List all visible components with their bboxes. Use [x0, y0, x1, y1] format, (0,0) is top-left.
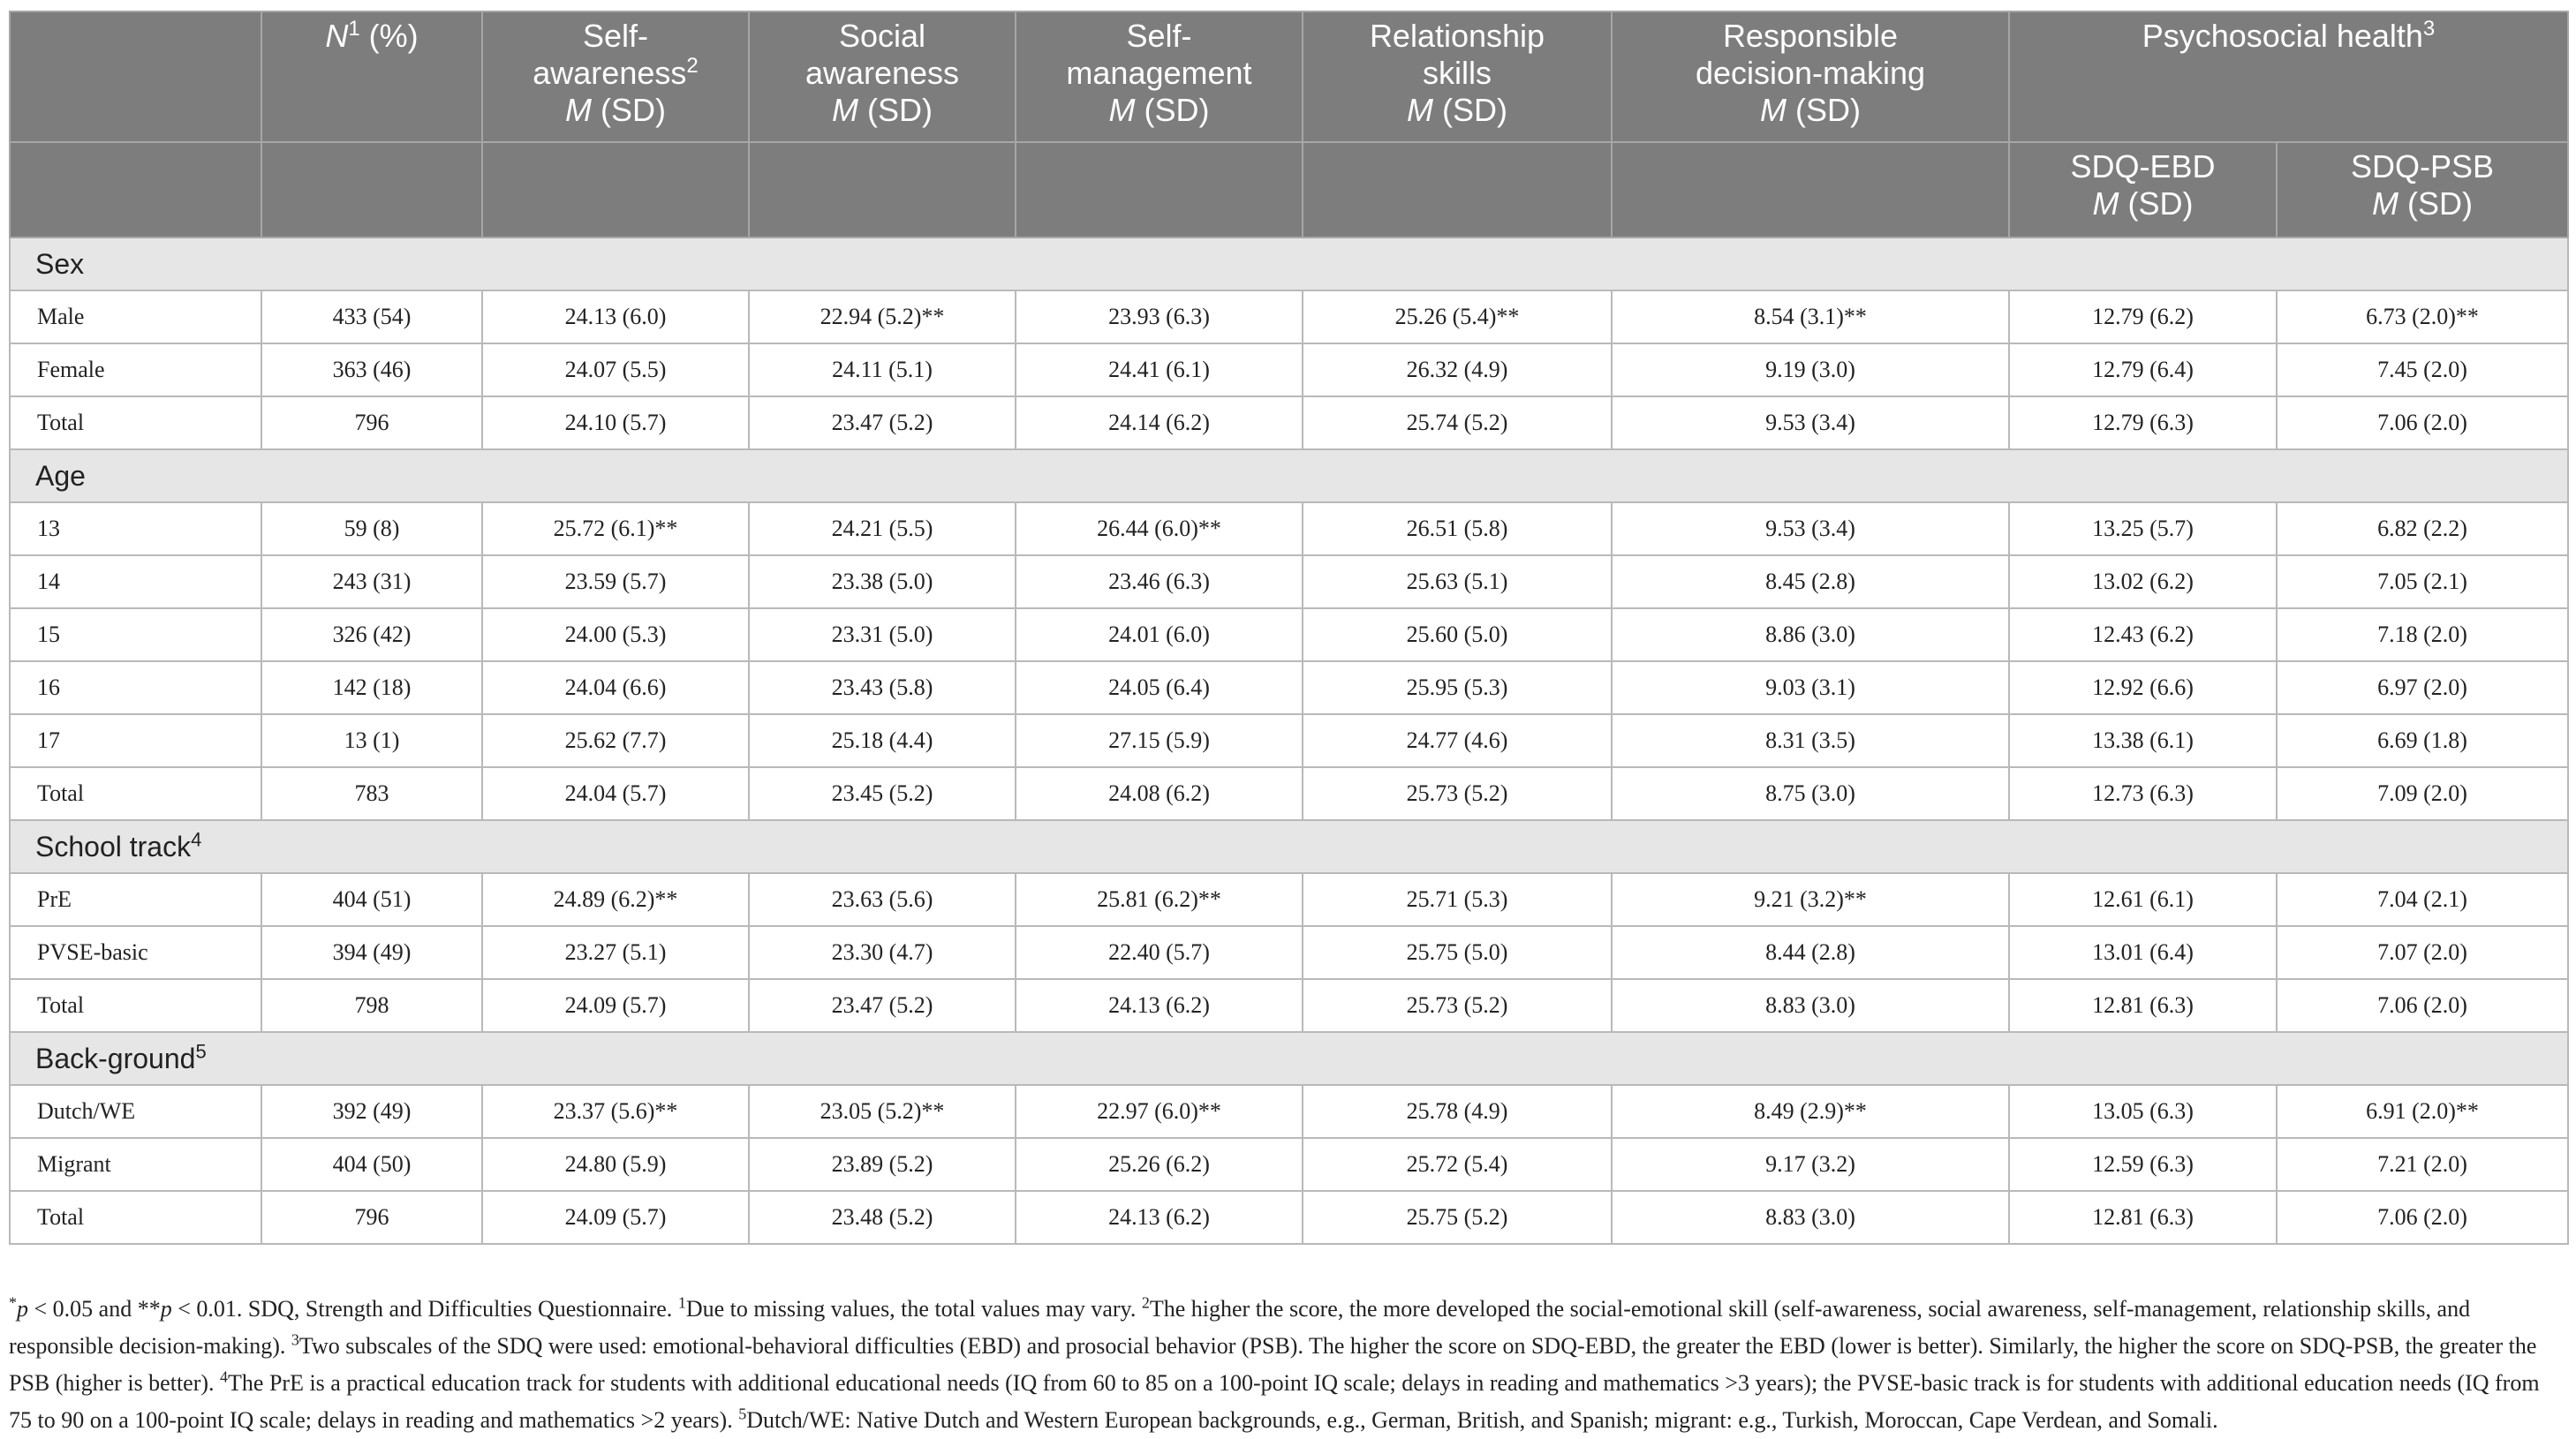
table-cell: 23.37 (5.6)** [482, 1085, 749, 1138]
table-cell: 13.25 (5.7) [2009, 502, 2277, 555]
row-label: Total [10, 767, 261, 820]
header-row [10, 11, 2568, 142]
table-cell: 24.04 (5.7) [482, 767, 749, 820]
table-cell: 404 (51) [261, 873, 482, 926]
table-cell: 25.75 (5.2) [1303, 1191, 1612, 1244]
table-cell: 23.47 (5.2) [749, 396, 1016, 449]
table-cell: 24.13 (6.0) [482, 290, 749, 343]
row-label: Total [10, 1191, 261, 1244]
table-cell: 25.62 (7.7) [482, 714, 749, 767]
table-cell: 24.13 (6.2) [1016, 1191, 1303, 1244]
table-cell: 9.03 (3.1) [1612, 661, 2009, 714]
table-row [10, 396, 2568, 449]
table-cell: 25.74 (5.2) [1303, 396, 1612, 449]
header-sdq-psb: SDQ-PSB M (SD) [2277, 142, 2568, 237]
header-self-management: Self- management M (SD) [1016, 11, 1303, 142]
table-cell: 24.04 (6.6) [482, 661, 749, 714]
table-cell: 12.79 (6.4) [2009, 343, 2277, 396]
table-cell: 23.59 (5.7) [482, 555, 749, 608]
table-cell: 26.51 (5.8) [1303, 502, 1612, 555]
table-cell: 13 (1) [261, 714, 482, 767]
table-cell: 6.91 (2.0)** [2277, 1085, 2568, 1138]
table-cell: 9.17 (3.2) [1612, 1138, 2009, 1191]
table-cell: 783 [261, 767, 482, 820]
table-cell: 25.26 (5.4)** [1303, 290, 1612, 343]
table-cell: 9.53 (3.4) [1612, 502, 2009, 555]
table-cell: 24.05 (6.4) [1016, 661, 1303, 714]
table-cell: 8.86 (3.0) [1612, 608, 2009, 661]
section-header-row [10, 237, 2568, 290]
table-row [10, 343, 2568, 396]
table-cell: 8.31 (3.5) [1612, 714, 2009, 767]
header-psychosocial-health: Psychosocial health$^3$ [2009, 11, 2568, 142]
table-cell: 363 (46) [261, 343, 482, 396]
table-cell: 796 [261, 1191, 482, 1244]
table-cell: 24.01 (6.0) [1016, 608, 1303, 661]
table-cell: 27.15 (5.9) [1016, 714, 1303, 767]
table-cell: 23.89 (5.2) [749, 1138, 1016, 1191]
row-label: Dutch/WE [10, 1085, 261, 1138]
row-label: 17 [10, 714, 261, 767]
table-cell: 8.54 (3.1)** [1612, 290, 2009, 343]
table-container [9, 11, 2567, 1245]
table-cell: 25.72 (5.4) [1303, 1138, 1612, 1191]
table-cell: 392 (49) [261, 1085, 482, 1138]
table-cell: 12.81 (6.3) [2009, 979, 2277, 1032]
section-header-row [10, 1032, 2568, 1085]
row-label: Male [10, 290, 261, 343]
table-cell: 25.18 (4.4) [749, 714, 1016, 767]
table-cell: 8.75 (3.0) [1612, 767, 2009, 820]
section-header-row [10, 449, 2568, 502]
table-cell: 24.80 (5.9) [482, 1138, 749, 1191]
table-cell: 6.82 (2.2) [2277, 502, 2568, 555]
table-row [10, 1085, 2568, 1138]
table-cell: 13.05 (6.3) [2009, 1085, 2277, 1138]
row-label: Total [10, 396, 261, 449]
table-cell: 23.45 (5.2) [749, 767, 1016, 820]
table-cell: 12.73 (6.3) [2009, 767, 2277, 820]
header-decision-making: Responsible decision-making M (SD) [1612, 11, 2009, 142]
table-cell: 23.31 (5.0) [749, 608, 1016, 661]
table-cell: 23.30 (4.7) [749, 926, 1016, 979]
table-cell: 7.45 (2.0) [2277, 343, 2568, 396]
table-cell: 142 (18) [261, 661, 482, 714]
table-cell: 243 (31) [261, 555, 482, 608]
table-cell: 12.61 (6.1) [2009, 873, 2277, 926]
table-cell: 24.09 (5.7) [482, 1191, 749, 1244]
table-cell: 24.13 (6.2) [1016, 979, 1303, 1032]
header-n: $N^1$ (%) [261, 11, 482, 142]
table-cell: 24.77 (4.6) [1303, 714, 1612, 767]
header-relationship-skills: Relationship skills M (SD) [1303, 11, 1612, 142]
table-row [10, 1138, 2568, 1191]
table-cell: 25.73 (5.2) [1303, 767, 1612, 820]
section-title: School track$^4$ [10, 820, 2568, 873]
results-table [9, 11, 2569, 1245]
row-label: PrE [10, 873, 261, 926]
section-title: Age [10, 449, 2568, 502]
table-cell: 394 (49) [261, 926, 482, 979]
table-cell: 25.95 (5.3) [1303, 661, 1612, 714]
table-row [10, 714, 2568, 767]
table-cell: 22.94 (5.2)** [749, 290, 1016, 343]
table-cell: 23.27 (5.1) [482, 926, 749, 979]
table-cell: 8.44 (2.8) [1612, 926, 2009, 979]
table-cell: 404 (50) [261, 1138, 482, 1191]
table-cell: 23.05 (5.2)** [749, 1085, 1016, 1138]
table-body [10, 237, 2568, 1244]
row-label: 14 [10, 555, 261, 608]
table-cell: 24.09 (5.7) [482, 979, 749, 1032]
table-row [10, 979, 2568, 1032]
table-cell: 12.81 (6.3) [2009, 1191, 2277, 1244]
row-label: Total [10, 979, 261, 1032]
table-cell: 22.40 (5.7) [1016, 926, 1303, 979]
table-cell: 23.48 (5.2) [749, 1191, 1016, 1244]
table-cell: 25.71 (5.3) [1303, 873, 1612, 926]
table-cell: 8.49 (2.9)** [1612, 1085, 2009, 1138]
table-row [10, 767, 2568, 820]
table-cell: 23.43 (5.8) [749, 661, 1016, 714]
table-cell: 798 [261, 979, 482, 1032]
header-social-awareness: Social awareness M (SD) [749, 11, 1016, 142]
table-cell: 25.78 (4.9) [1303, 1085, 1612, 1138]
table-cell: 23.38 (5.0) [749, 555, 1016, 608]
table-cell: 12.79 (6.3) [2009, 396, 2277, 449]
table-cell: 8.83 (3.0) [1612, 1191, 2009, 1244]
table-cell: 12.59 (6.3) [2009, 1138, 2277, 1191]
table-cell: 23.46 (6.3) [1016, 555, 1303, 608]
table-row [10, 926, 2568, 979]
table-cell: 9.21 (3.2)** [1612, 873, 2009, 926]
section-title: Sex [10, 237, 2568, 290]
table-row [10, 608, 2568, 661]
row-label: Female [10, 343, 261, 396]
table-cell: 25.63 (5.1) [1303, 555, 1612, 608]
table-cell: 6.69 (1.8) [2277, 714, 2568, 767]
table-cell: 8.45 (2.8) [1612, 555, 2009, 608]
table-row [10, 873, 2568, 926]
table-cell: 433 (54) [261, 290, 482, 343]
section-title: Back-ground$^5$ [10, 1032, 2568, 1085]
table-cell: 24.11 (5.1) [749, 343, 1016, 396]
table-cell: 7.07 (2.0) [2277, 926, 2568, 979]
table-cell: 796 [261, 396, 482, 449]
table-cell: 13.01 (6.4) [2009, 926, 2277, 979]
table-cell: 7.06 (2.0) [2277, 396, 2568, 449]
table-cell: 6.97 (2.0) [2277, 661, 2568, 714]
table-cell: 9.53 (3.4) [1612, 396, 2009, 449]
row-label: 15 [10, 608, 261, 661]
table-cell: 12.79 (6.2) [2009, 290, 2277, 343]
table-cell: 7.04 (2.1) [2277, 873, 2568, 926]
table-cell: 24.41 (6.1) [1016, 343, 1303, 396]
table-cell: 25.60 (5.0) [1303, 608, 1612, 661]
table-cell: 25.72 (6.1)** [482, 502, 749, 555]
row-label: 13 [10, 502, 261, 555]
table-cell: 13.38 (6.1) [2009, 714, 2277, 767]
table-footnote: *p < 0.05 and **p < 0.01. SDQ, Strength and Difficulties Questionnaire. $^1$Due to missing values, the total values may vary. $^2$The higher the score, the more developed the social-emotional skill (self-awareness, social awareness, self-management, relationship skills, and responsible decision-making). $^3$Two subscales of the SDQ were used: emotional-behavioral difficulties (EBD) and prosocial behavior (PSB). The higher the score on SDQ-EBD, the greater the EBD (lower is better). Similarly, the higher the score on SDQ-PSB, the greater the PSB (higher is better). $^4$The PrE is a practical education track for students with additional educational needs (IQ from 60 to 85 on a 100-point IQ scale; delays in reading and mathematics >3 years); the PVSE-basic track is for students with additional education needs (IQ from 75 to 90 on a 100-point IQ scale; delays in reading and mathematics >2 years). $^5$Dutch/WE: Native Dutch and Western European backgrounds, e.g., German, British, and Spanish; migrant: e.g., Turkish, Moroccan, Cape Verdean, and Somali. [9, 1293, 2540, 1433]
table-cell: 7.06 (2.0) [2277, 1191, 2568, 1244]
table-cell: 23.47 (5.2) [749, 979, 1016, 1032]
table-row [10, 661, 2568, 714]
table-cell: 12.43 (6.2) [2009, 608, 2277, 661]
table-cell: 24.08 (6.2) [1016, 767, 1303, 820]
table-cell: 7.06 (2.0) [2277, 979, 2568, 1032]
table-cell: 7.21 (2.0) [2277, 1138, 2568, 1191]
section-header-row [10, 820, 2568, 873]
row-label: 16 [10, 661, 261, 714]
table-row [10, 290, 2568, 343]
table-cell: 13.02 (6.2) [2009, 555, 2277, 608]
table-row [10, 555, 2568, 608]
table-cell: 23.93 (6.3) [1016, 290, 1303, 343]
subheader-row [10, 142, 2568, 237]
table-cell: 25.81 (6.2)** [1016, 873, 1303, 926]
table-cell: 22.97 (6.0)** [1016, 1085, 1303, 1138]
table-cell: 25.73 (5.2) [1303, 979, 1612, 1032]
table-cell: 23.63 (5.6) [749, 873, 1016, 926]
table-cell: 7.09 (2.0) [2277, 767, 2568, 820]
table-cell: 8.83 (3.0) [1612, 979, 2009, 1032]
table-cell: 6.73 (2.0)** [2277, 290, 2568, 343]
header-corner [10, 11, 261, 142]
table-cell: 24.14 (6.2) [1016, 396, 1303, 449]
table-cell: 12.92 (6.6) [2009, 661, 2277, 714]
table-cell: 25.26 (6.2) [1016, 1138, 1303, 1191]
table-cell: 24.10 (5.7) [482, 396, 749, 449]
table-cell: 26.32 (4.9) [1303, 343, 1612, 396]
table-cell: 326 (42) [261, 608, 482, 661]
table-cell: 9.19 (3.0) [1612, 343, 2009, 396]
table-cell: 7.18 (2.0) [2277, 608, 2568, 661]
row-label: PVSE-basic [10, 926, 261, 979]
table-cell: 24.21 (5.5) [749, 502, 1016, 555]
table-cell: 7.05 (2.1) [2277, 555, 2568, 608]
table-cell: 24.00 (5.3) [482, 608, 749, 661]
table-cell: 24.89 (6.2)** [482, 873, 749, 926]
table-cell: 59 (8) [261, 502, 482, 555]
table-row [10, 502, 2568, 555]
table-cell: 25.75 (5.0) [1303, 926, 1612, 979]
row-label: Migrant [10, 1138, 261, 1191]
table-cell: 26.44 (6.0)** [1016, 502, 1303, 555]
header-sdq-ebd: SDQ-EBD M (SD) [2009, 142, 2277, 237]
table-row [10, 1191, 2568, 1244]
table-cell: 24.07 (5.5) [482, 343, 749, 396]
header-self-awareness: Self- awareness$^2$ M (SD) [482, 11, 749, 142]
